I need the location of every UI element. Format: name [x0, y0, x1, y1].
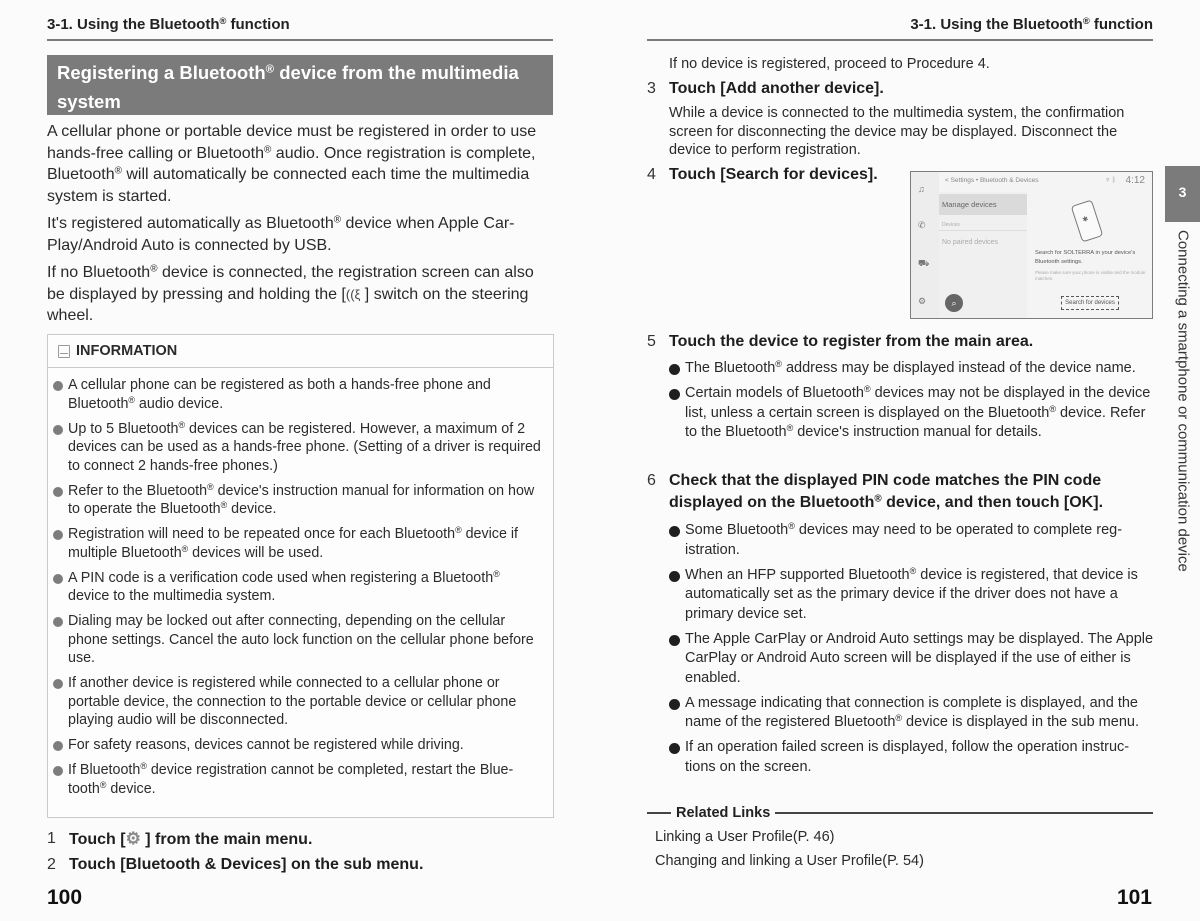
- list-item: A PIN code is a verification code used when registering a Bluetooth® device to the multimedia system.: [53, 569, 545, 606]
- chapter-label: Connecting a smartphone or communication device: [1174, 230, 1192, 572]
- link-change-user-profile[interactable]: Changing and linking a User Profile(P. 54): [655, 853, 924, 869]
- related-links-header: Related Links: [647, 804, 1153, 822]
- step-2: 2 Touch [Bluetooth & Devices] on the sub menu.: [47, 856, 424, 873]
- step-4: 4 Touch [Search for devices].: [647, 166, 878, 183]
- list-item: Dialing may be locked out after connecting, depending on the cellular phone settings. Cancel the auto lock function on the cellular phone before use.: [53, 612, 545, 668]
- step-3-note: While a device is connected to the multimedia system, the confirmation screen for disconnecting the device may be displayed. Disconnect the device to perform registration.: [669, 105, 1125, 158]
- list-item: When an HFP supported Bluetooth® device is registered, that device is automatically set as the primary device if the driver does not have a primary device set.: [669, 566, 1157, 625]
- search-instruction: Search for SOLTERRA in your device's Bluetooth settings.: [1035, 250, 1136, 265]
- page-number: 101: [1116, 886, 1152, 909]
- header-rule: [47, 39, 553, 41]
- right-page: [600, 0, 1200, 921]
- devices-label: Devices: [942, 222, 960, 228]
- screen-sidebar: [911, 172, 939, 318]
- list-item: The Bluetooth® address may be displayed instead of the device name.: [669, 359, 1157, 379]
- phone-illustration-icon: [1071, 200, 1104, 243]
- list-item: A cellular phone can be registered as both a hands-free phone and Bluetooth® audio device.: [53, 376, 545, 413]
- screen-clock: 4:12: [1125, 175, 1145, 186]
- list-item: Refer to the Bluetooth® device's instruction manual for information on how to operate the Bluetooth® device.: [53, 482, 545, 519]
- search-for-devices-button: Search for devices: [1061, 296, 1119, 310]
- list-item: For safety reasons, devices cannot be registered while driving.: [53, 736, 545, 755]
- screen-breadcrumb: < Settings • Bluetooth & Devices: [945, 177, 1039, 184]
- gear-icon: ⚙: [125, 829, 141, 848]
- search-subtext: Please make sure your phone is visible and the module matches.: [1035, 270, 1146, 281]
- music-icon: ♫: [918, 184, 925, 194]
- list-item: If Bluetooth® device registration cannot be completed, restart the Blue-tooth® device.: [53, 761, 545, 798]
- information-header: [48, 335, 553, 368]
- step-6-bullets: [669, 521, 1157, 783]
- manage-devices-item: Manage devices: [939, 194, 1027, 215]
- link-user-profile[interactable]: Linking a User Profile(P. 46): [655, 829, 835, 845]
- header-rule: [647, 39, 1153, 41]
- list-item: If another device is registered while connected to a cellular phone or portable device, the connection to the portable device or cellular phone playing audio will be disconnected.: [53, 674, 545, 730]
- information-box: [47, 334, 554, 818]
- search-icon: ⌕: [945, 294, 963, 312]
- intro-paragraph: A cellular phone or portable device must be registered in order to use hands-free calling or Bluetooth® audio. Once registration is complete, Bluetooth® will automatically be connected each time the multimedia system is started.: [47, 123, 537, 205]
- step-3: 3 Touch [Add another device].: [647, 80, 884, 97]
- step-1: 1 Touch [⚙ ] from the main menu.: [47, 829, 313, 848]
- car-icon: ⛟: [918, 258, 930, 268]
- list-item: The Apple CarPlay or Android Auto settings may be displayed. The Apple CarPlay or Android Auto screen will be displayed if the use of either is enabled.: [669, 630, 1157, 689]
- list-item: A message indicating that connection is complete is displayed, and the name of the registered Bluetooth® device is displayed in the sub menu.: [669, 694, 1157, 733]
- step-5-bullets: [669, 359, 1157, 448]
- information-title: INFORMATION: [76, 343, 178, 359]
- settings-icon: ⚙: [918, 296, 927, 306]
- step-6: 6 Check that the displayed PIN code matches the PIN code displayed on the Bluetooth® device, and then touch [OK].: [647, 472, 1104, 511]
- procedure-note: If no device is registered, proceed to Procedure 4.: [669, 56, 990, 72]
- carplay-paragraph: It's registered automatically as Bluetooth® device when Apple Car-Play/Android Auto is connected by USB.: [47, 214, 515, 254]
- running-head: 3-1. Using the Bluetooth® function: [47, 15, 290, 33]
- information-list: [48, 368, 553, 798]
- list-item: If an operation failed screen is displayed, follow the operation instruc-tions on the screen.: [669, 738, 1157, 777]
- screen-divider: [939, 230, 1027, 231]
- multimedia-screenshot: [910, 171, 1153, 319]
- list-item: Certain models of Bluetooth® devices may not be displayed in the device list, unless a certain screen is displayed on the Bluetooth® device. Refer to the Bluetooth® device's instruction manual for details.: [669, 384, 1157, 443]
- step-5: 5 Touch the device to register from the main area.: [647, 333, 1034, 350]
- no-paired-devices: No paired devices: [942, 239, 999, 246]
- section-title: Registering a Bluetooth® device from the multimedia system: [47, 55, 553, 115]
- list-item: Up to 5 Bluetooth® devices can be registered. However, a maximum of 2 devices can be used as a hands-free phone. (Setting of a driver is required to connect 2 hands-free phones.): [53, 420, 545, 476]
- page-number: 100: [47, 886, 83, 909]
- book-icon: [58, 345, 70, 358]
- running-head: 3-1. Using the Bluetooth® function: [910, 15, 1153, 33]
- talk-switch-icon: ((ξ: [345, 286, 361, 302]
- steering-switch-paragraph: If no Bluetooth® device is connected, the registration screen can also be displayed by pressing and holding the [((ξ ] switch on the steering wheel.: [47, 263, 534, 324]
- phone-icon: ✆: [918, 220, 926, 230]
- chapter-tab[interactable]: 3: [1165, 166, 1200, 222]
- list-item: Registration will need to be repeated once for each Bluetooth® device if multiple Bluetooth® devices will be used.: [53, 525, 545, 562]
- list-item: Some Bluetooth® devices may need to be operated to complete reg-istration.: [669, 521, 1157, 560]
- status-icons: ⚲ ᛒ: [1105, 177, 1116, 184]
